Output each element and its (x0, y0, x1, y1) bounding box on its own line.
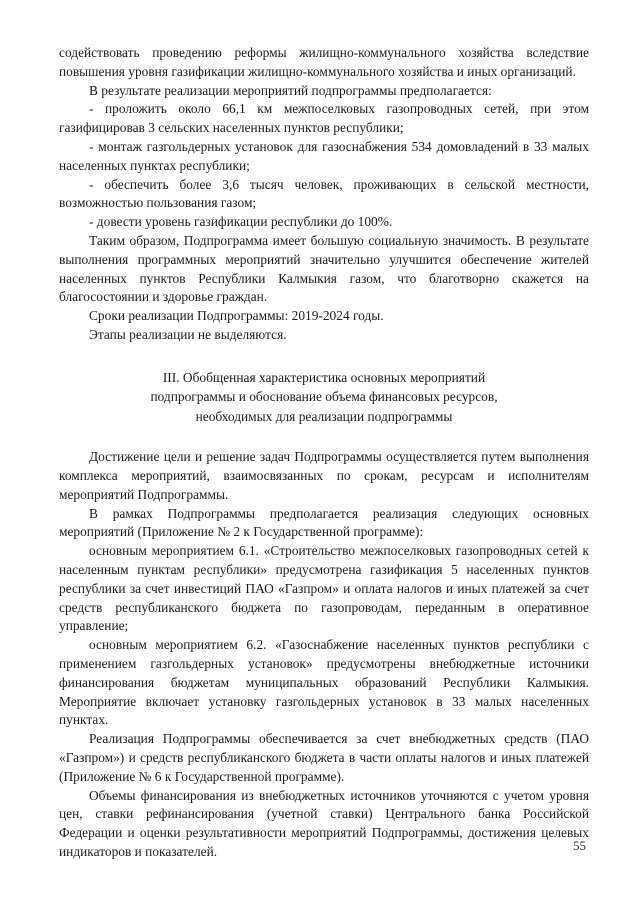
paragraph: содействовать проведению реформы жилищно-коммунального хозяйства вследствие повышения уровня газификации жилищно-коммунального хозяйства и иных организаций. (59, 45, 589, 79)
list-item: - монтаж газгольдерных установок для газоснабжения 534 домовладений в 33 малых населенных пунктах республики; (59, 138, 589, 173)
section-heading-line: III. Обобщенная характеристика основных мероприятий (162, 369, 486, 385)
section-heading-line: необходимых для реализации подпрограммы (195, 408, 453, 424)
document-page (59, 44, 589, 862)
paragraph: Объемы финансирования из внебюджетных источников уточняются с учетом уровня цен, ставки рефинансирования (учетной ставки) Центрального банка Российской Федерации и оценки результативности мероприятий Подпрограммы, достижения целевых индикаторов и показателей. (59, 787, 589, 859)
paragraph: В рамках Подпрограммы предполагается реализация следующих основных мероприятий (Приложение № 2 к Государственной программе): (59, 505, 589, 540)
paragraph: Реализация Подпрограммы обеспечивается за счет внебюджетных средств (ПАО «Газпром») и средств республиканского бюджета в части оплаты налогов и иных платежей (Приложение № 6 к Государственной программе). (59, 731, 589, 784)
paragraph: Достижение цели и решение задач Подпрограммы осуществляется путем выполнения комплекса мероприятий, взаимосвязанных по срокам, ресурсам и исполнителям мероприятий Подпрограммы. (59, 449, 589, 502)
list-item: - проложить около 66,1 км межпоселковых газопроводных сетей, при этом газифицировав 3 сельских населенных пунктов республики; (59, 101, 589, 136)
page-number: 55 (573, 838, 586, 853)
paragraph: Сроки реализации Подпрограммы: 2019-2024 годы. (89, 308, 384, 324)
paragraph: Этапы реализации не выделяются. (89, 326, 287, 342)
paragraph: В результате реализации мероприятий подпрограммы предполагается: (89, 82, 492, 98)
list-item: - обеспечить более 3,6 тысяч человек, проживающих в сельской местности, возможностью пользования газом; (59, 176, 589, 211)
paragraph: Таким образом, Подпрограмма имеет большую социальную значимость. В результате выполнения программных мероприятий значительно улучшится обеспечение жителей населенных пунктов Республики Калмыкия газом, что благотворно скажется на благосостоянии и здоровье граждан. (59, 232, 589, 305)
section-heading (59, 368, 589, 427)
section-heading-line: подпрограммы и обоснование объема финансовых ресурсов, (150, 389, 498, 405)
list-item: - довести уровень газификации республики до 100%. (89, 214, 393, 230)
paragraph: основным мероприятием 6.2. «Газоснабжение населенных пунктов республики с применением газгольдерных установок» предусмотрены внебюджетные источники финансирования бюджетам муниципальных образований Республики Калмыкия. Мероприятие включает установку газгольдерных установок в 33 малых населенных пунктах. (59, 637, 589, 728)
paragraph: основным мероприятием 6.1. «Строительство межпоселковых газопроводных сетей к населенным пунктам республики» предусмотрена газификация 5 населенных пунктов республики за счет инвестиций ПАО «Газпром» и оплата налогов и иных платежей за счет средств республиканского бюджета по газопроводам, переданным в оперативное управление; (59, 543, 589, 634)
